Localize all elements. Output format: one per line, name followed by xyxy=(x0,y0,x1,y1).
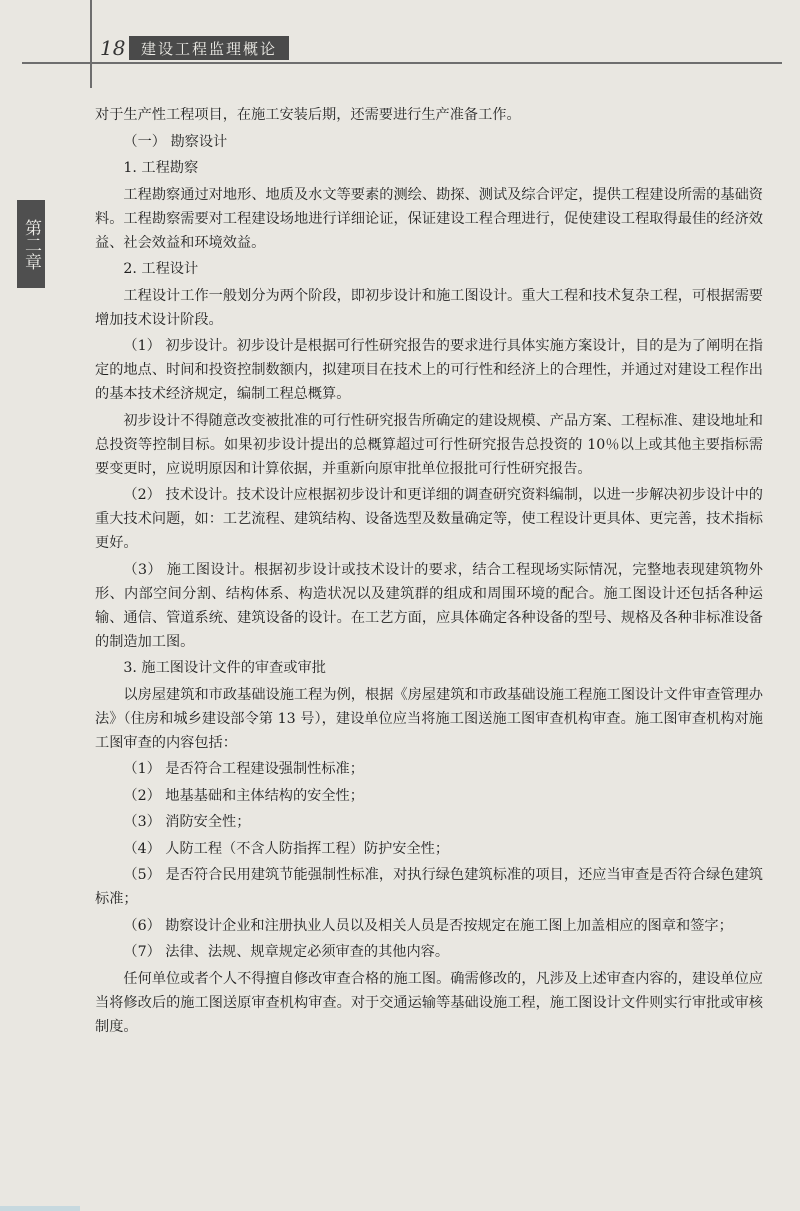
body-text xyxy=(95,103,763,1041)
list-item: （6） 勘察设计企业和注册执业人员以及相关人员是否按规定在施工图上加盖相应的图章和签字； xyxy=(123,917,733,934)
paragraph: 以房屋建筑和市政基础设施工程为例，根据《房屋建筑和市政基础设施工程施工图设计文件审查管理办法》（住房和城乡建设部令第 13 号），建设单位应当将施工图送施工图审查机构审查。施工图审查机构对施工图审查的内容包括： xyxy=(95,686,763,751)
paragraph: 对于生产性工程项目，在施工安装后期，还需要进行生产准备工作。 xyxy=(95,107,521,123)
page-number: 18 xyxy=(100,36,126,60)
paragraph: （1） 初步设计。初步设计是根据可行性研究报告的要求进行具体实施方案设计，目的是为了阐明在指定的地点、时间和投资控制数额内，拟建项目在技术上的可行性和经济上的合理性，并通过对建设工程作出的基本技术经济规定，编制工程总概算。 xyxy=(95,338,763,402)
chapter-tab: 第二章 xyxy=(17,200,45,288)
header-horizontal-rule xyxy=(22,62,782,64)
paragraph: 工程勘察通过对地形、地质及水文等要素的测绘、勘探、测试及综合评定，提供工程建设所需的基础资料。工程勘察需要对工程建设场地进行详细论证，保证建设工程合理进行，促使建设工程取得最佳的经济效益、社会效益和环境效益。 xyxy=(95,186,763,251)
list-item: （2） 地基基础和主体结构的安全性； xyxy=(123,787,364,804)
list-item: （4） 人防工程（不含人防指挥工程）防护安全性； xyxy=(123,840,450,857)
list-item: （1） 是否符合工程建设强制性标准； xyxy=(123,761,364,777)
book-title: 建设工程监理概论 xyxy=(129,36,289,60)
subsection-heading: 1. 工程勘察 xyxy=(123,160,199,176)
bottom-edge-strip xyxy=(0,1206,80,1211)
header-vertical-rule xyxy=(90,0,92,88)
list-item: （3） 消防安全性； xyxy=(123,814,251,830)
list-item: （5） 是否符合民用建筑节能强制性标准，对执行绿色建筑标准的项目，还应当审查是否符合绿色建筑标准； xyxy=(95,867,763,907)
paragraph: 初步设计不得随意改变被批准的可行性研究报告所确定的建设规模、产品方案、工程标准、建设地址和总投资等控制目标。如果初步设计提出的总概算超过可行性研究报告总投资的 10％以上或其他主要指标需要变更时，应说明原因和计算依据，并重新向原审批单位报批可行性研究报告。 xyxy=(95,412,763,477)
paragraph: （3） 施工图设计。根据初步设计或技术设计的要求，结合工程现场实际情况，完整地表现建筑物外形、内部空间分割、结构体系、构造状况以及建筑群的组成和周围环境的配合。施工图设计还包括各种运输、通信、管道系统、建筑设备的设计。在工艺方面，应具体确定各种设备的型号、规格及各种非标准设备的制造加工图。 xyxy=(95,561,763,650)
section-heading: （一） 勘察设计 xyxy=(123,133,228,150)
subsection-heading: 3. 施工图设计文件的审查或审批 xyxy=(123,660,326,676)
paragraph: 工程设计工作一般划分为两个阶段，即初步设计和施工图设计。重大工程和技术复杂工程，可根据需要增加技术设计阶段。 xyxy=(95,287,763,328)
paragraph: （2） 技术设计。技术设计应根据初步设计和更详细的调查研究资料编制，以进一步解决初步设计中的重大技术问题，如：工艺流程、建筑结构、设备选型及数量确定等，使工程设计更具体、更完善，技术指标更好。 xyxy=(95,487,763,551)
list-item: （7） 法律、法规、规章规定必须审查的其他内容。 xyxy=(123,944,450,960)
paragraph: 任何单位或者个人不得擅自修改审查合格的施工图。确需修改的，凡涉及上述审查内容的，建设单位应当将修改后的施工图送原审查机构审查。对于交通运输等基础设施工程，施工图设计文件则实行审批或审核制度。 xyxy=(95,970,763,1035)
subsection-heading: 2. 工程设计 xyxy=(123,261,199,277)
